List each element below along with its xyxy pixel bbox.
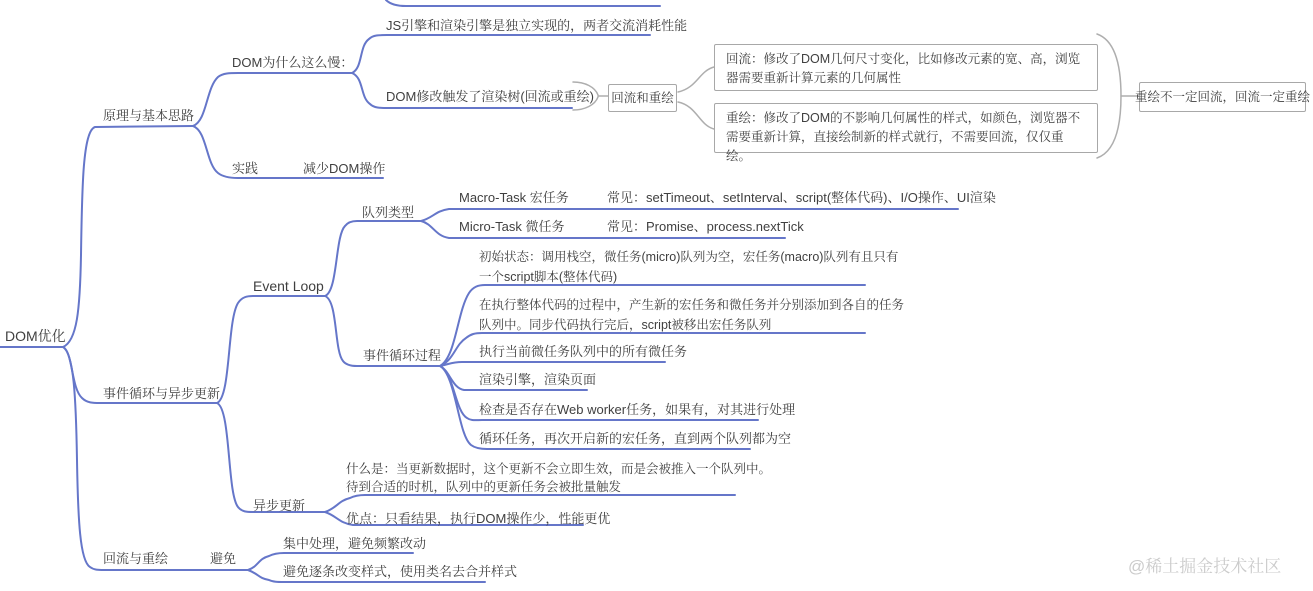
node-practice[interactable]: 实践 [232, 161, 259, 176]
link-to-reflow-box [678, 67, 714, 92]
summary-bracket-right [1097, 34, 1121, 158]
branch-why-slow [193, 73, 352, 126]
node-what[interactable] [346, 460, 771, 496]
branch-what [325, 495, 735, 512]
node-root[interactable]: DOM优化 [5, 328, 66, 344]
what-line: 什么是：当更新数据时，这个更新不会立即生效，而是会被推入一个队列中。 [346, 462, 772, 476]
branch-principle [63, 126, 193, 347]
step-line: 一个script脚本(整体代码) [479, 270, 618, 284]
node-el-process[interactable]: 事件循环过程 [363, 348, 442, 363]
node-event-loop[interactable]: Event Loop [253, 278, 324, 294]
node-step-micro-run[interactable]: 执行当前微任务队列中的所有微任务 [479, 344, 688, 359]
node-avoid[interactable]: 避免 [210, 551, 237, 566]
node-step-initial[interactable] [479, 247, 898, 287]
watermark: @稀土掘金技术社区 [1128, 557, 1282, 576]
node-why-slow[interactable]: DOM为什么这么慢： [232, 55, 354, 70]
node-step-exec-all[interactable] [479, 295, 904, 335]
branch-top-cutoff [386, 0, 660, 6]
node-reflow-repaint[interactable]: 回流与重绘 [103, 551, 169, 566]
step-line: 在执行整体代码的过程中，产生新的宏任务和微任务并分别添加到各自的任务 [479, 298, 905, 312]
step-line: 队列中。同步代码执行完后，script被移出宏任务队列 [479, 318, 772, 332]
node-principle[interactable]: 原理与基本思路 [103, 108, 195, 123]
node-practice-child[interactable]: 减少DOM操作 [303, 161, 386, 176]
node-event-loop-async[interactable]: 事件循环与异步更新 [103, 386, 221, 401]
link-to-repaint-box [678, 102, 714, 129]
step-line: 初始状态：调用栈空，微任务(micro)队列为空，宏任务(macro)队列有且只有 [479, 250, 899, 264]
node-dom-modify[interactable]: DOM修改触发了渲染树(回流或重绘) [386, 89, 594, 104]
node-micro-task[interactable]: Micro-Task 微任务 [459, 219, 565, 234]
branch-event-loop [217, 296, 325, 403]
node-step-worker[interactable]: 检查是否存在Web worker任务，如果有，对其进行处理 [479, 402, 796, 417]
branch-queue-types [325, 221, 421, 296]
node-macro-task[interactable]: Macro-Task 宏任务 [459, 190, 569, 205]
branch-step-micro-run [440, 362, 665, 366]
what-line: 待到合适的时机，队列中的更新任务会被批量触发 [346, 480, 622, 494]
node-reflow-repaint-summary-box[interactable]: 回流和重绘 [608, 84, 677, 112]
node-avoid-concentrate[interactable]: 集中处理，避免频繁改动 [283, 536, 427, 551]
node-micro-task-common[interactable]: 常见：Promise、process.nextTick [607, 219, 804, 234]
node-macro-task-common[interactable]: 常见：setTimeout、setInterval、script(整体代码)、I/O操作、UI渲染 [607, 190, 996, 205]
node-reflow-definition-box[interactable]: 回流：修改了DOM几何尺寸变化，比如修改元素的宽、高，浏览器需要重新计算元素的几何属性 [714, 44, 1098, 91]
branch-js-engine [352, 35, 650, 73]
branch-async-update [217, 403, 325, 512]
node-step-loop[interactable]: 循环任务，再次开启新的宏任务，直到两个队列都为空 [479, 431, 792, 446]
node-advantage[interactable]: 优点：只看结果，执行DOM操作少，性能更优 [346, 511, 611, 526]
branch-reflow-repaint [63, 347, 248, 570]
node-js-engine[interactable]: JS引擎和渲染引擎是独立实现的，两者交流消耗性能 [386, 18, 688, 33]
node-queue-types[interactable]: 队列类型 [362, 205, 415, 220]
node-repaint-definition-box[interactable]: 重绘：修改了DOM的不影响几何属性的样式，如颜色，浏览器不需要重新计算，直接绘制新的样式就行，不需要回流，仅仅重绘。 [714, 103, 1098, 153]
node-conclusion-box[interactable]: 重绘不一定回流，回流一定重绘 [1139, 82, 1306, 112]
node-step-render[interactable]: 渲染引擎，渲染页面 [479, 372, 597, 387]
node-avoid-classname[interactable]: 避免逐条改变样式，使用类名去合并样式 [283, 564, 518, 579]
node-async-update[interactable]: 异步更新 [253, 498, 306, 513]
